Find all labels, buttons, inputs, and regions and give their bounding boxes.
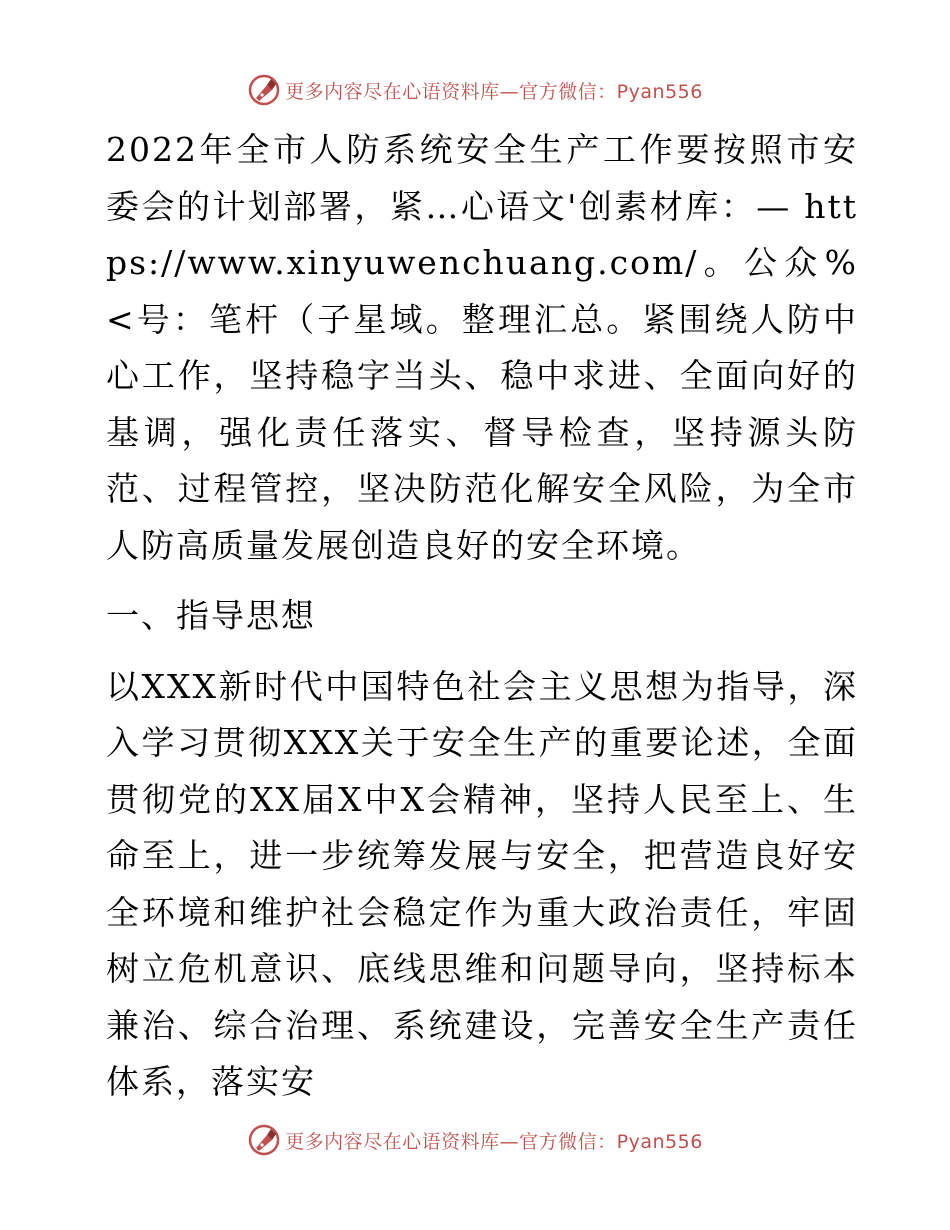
pen-nib-logo-icon	[247, 73, 281, 107]
document-body	[98, 122, 858, 1125]
header-watermark	[0, 70, 950, 110]
section-heading: 一、指导思想	[106, 596, 316, 635]
pen-nib-logo-icon	[247, 1123, 281, 1157]
watermark-text: 更多内容尽在心语资料库—官方微信：Pyan556	[285, 80, 703, 103]
section-paragraph: 以XXX新时代中国特色社会主义思想为指导，深入学习贯彻XXX关于安全生产的重要论述，全面贯彻党的XX届X中X会精神，坚持人民至上、生命至上，进一步统筹发展与安全，把营造良好安全环境和维护社会稳定作为重大政治责任，牢固树立危机意识、底线思维和问题导向，坚持标本兼治、综合治理、系统建设，完善安全生产责任体系，落实安	[106, 666, 858, 1101]
intro-paragraph: 2022年全市人防系统安全生产工作要按照市安委会的计划部署，紧…心语文'创素材库：— https://www.xinyuwenchuang.com/。公众%<号：笔杆（子星域。整理汇总。紧围绕人防中心工作，坚持稳字当头、稳中求进、全面向好的基调，强化责任落实、督导检查，坚持源头防范、过程管控，坚决防范化解安全风险，为全市人防高质量发展创造良好的安全环境。	[106, 130, 858, 565]
footer-watermark	[0, 1120, 950, 1160]
watermark-text: 更多内容尽在心语资料库—官方微信：Pyan556	[285, 1130, 703, 1153]
